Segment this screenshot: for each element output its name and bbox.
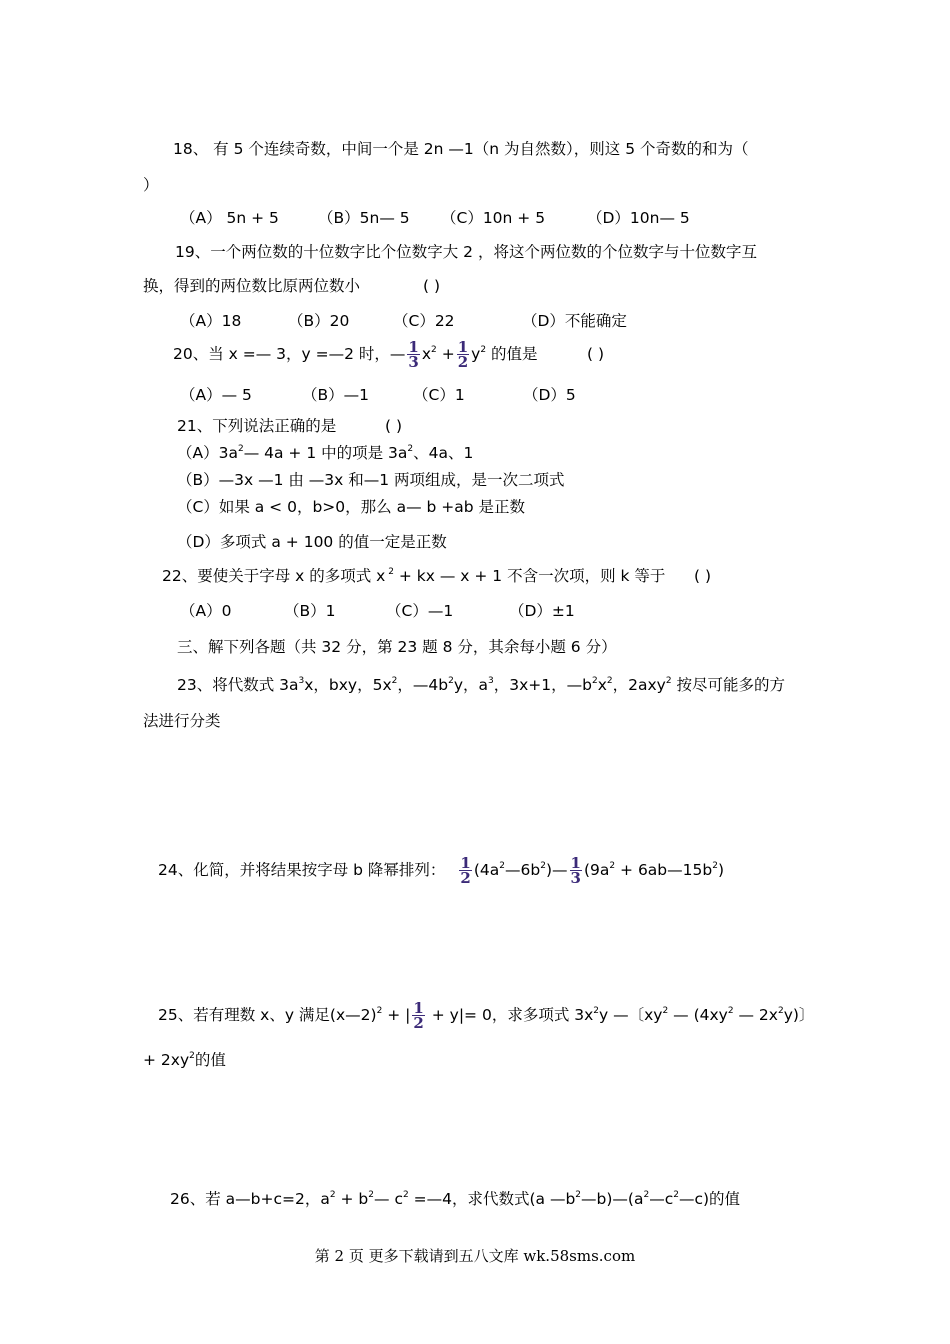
q24-fraction-one-third: $\frac{1}{3}$: [570, 854, 581, 887]
q20-option-d: （D）5: [523, 386, 576, 404]
page-footer: 第 2 页 更多下载请到五八文库 wk.58sms.com: [314, 1247, 636, 1265]
q19-option-a: （A）18: [180, 312, 242, 330]
q18-line2: ）: [143, 176, 159, 194]
q20-prefix: 20、当 x =— 3，y =—2 时，—: [173, 345, 406, 363]
q21-option-b: （B）—3x —1 由 —3x 和—1 两项组成，是一次二项式: [177, 471, 565, 489]
q19-option-d: （D）不能确定: [522, 312, 627, 330]
q20-fraction-one-half: $\frac{1}{2}$: [457, 338, 469, 371]
q19-line1: 19、一个两位数的十位数字比个位数字大 2 ，将这个两位数的个位数字与十位数字互: [175, 243, 757, 261]
q22-answer-paren: ( ): [694, 567, 712, 585]
q18-option-d: （D）10n— 5: [587, 209, 690, 227]
q18-option-a: （A） 5n + 5: [180, 209, 279, 227]
q24-fraction-one-half: $\frac{1}{2}$: [460, 854, 471, 887]
q25-line2: + $2xy^2$的值: [143, 1051, 226, 1069]
q22-option-d: （D）±1: [509, 602, 575, 620]
q20-option-b: （B）—1: [302, 386, 369, 404]
q20-fraction-one-third: $\frac{1}{3}$: [408, 338, 419, 371]
q22-option-c: （C）—1: [386, 602, 454, 620]
q26-stem: 26、若 a—b+c=2，$a^2$ + $b^2—$ $c^2$ =—4，求代数式(a $—b^2—b)—(a^2—c^2—c)$的值: [170, 1190, 741, 1208]
q18-option-b: （B）5n— 5: [318, 209, 410, 227]
q25-line1: 25、若有理数 x、y 满足(x—2)$^2$ + | $\frac{1}{2}$ + y|= 0，求多项式 $3x^2y$ —〔$xy^2$ — ($4xy^2$ — $2x^2y$)〕: [158, 999, 815, 1032]
q20-option-c: （C）1: [413, 386, 465, 404]
q25-fraction-one-half: $\frac{1}{2}$: [413, 999, 424, 1032]
q23-line2: 法进行分类: [143, 712, 221, 730]
q20-stem: 20、当 x =— 3，y =—2 时，— $\frac{1}{3}$ $x^2$ + $\frac{1}{2}$ $y^2$ 的值是: [173, 338, 538, 371]
q24-stem: 24、化简，并将结果按字母 b 降幂排列： $\frac{1}{2}$ $(4a^2—6b^2)—$ $\frac{1}{3}$ ($9a^2$ + $6ab—15b^2$): [158, 854, 725, 887]
q18-option-c: （C）10n + 5: [441, 209, 546, 227]
q22-stem: 22、要使关于字母 x 的多项式 x $^2$ + kx — x + 1 不含一次项，则 k 等于: [162, 567, 666, 585]
q20-answer-paren: ( ): [587, 345, 605, 363]
q21-answer-paren: ( ): [385, 417, 403, 435]
q23-line1: 23、将代数式 $3a^3x$，bxy，$5x^2$，$—4b^2y$，$a^3$，3x+1，$—b^2x^2$，2axy$^2$ 按尽可能多的方: [177, 676, 786, 694]
q19-line2: 换，得到的两位数比原两位数小: [143, 277, 361, 295]
q20-option-a: （A）— 5: [180, 386, 252, 404]
q21-option-c: （C）如果 a < 0，b>0，那么 a— b +ab 是正数: [177, 498, 526, 516]
section-three-heading: 三、解下列各题（共 32 分，第 23 题 8 分，其余每小题 6 分）: [177, 638, 617, 656]
q22-option-a: （A）0: [180, 602, 232, 620]
q21-stem: 21、下列说法正确的是: [177, 417, 337, 435]
q21-option-d: （D）多项式 a + 100 的值一定是正数: [177, 533, 447, 551]
q22-option-b: （B）1: [284, 602, 336, 620]
q21-option-a: $(A)3a^2—$ 4a + 1 中的项是 $3a^2$、4a、1: [177, 444, 474, 462]
q19-answer-paren: ( ): [423, 277, 441, 295]
q18-line1: 18、 有 5 个连续奇数，中间一个是 2n —1（n 为自然数），则这 5 个奇数的和为（: [173, 140, 749, 158]
q19-option-b: （B）20: [288, 312, 350, 330]
q19-option-c: （C）22: [393, 312, 455, 330]
